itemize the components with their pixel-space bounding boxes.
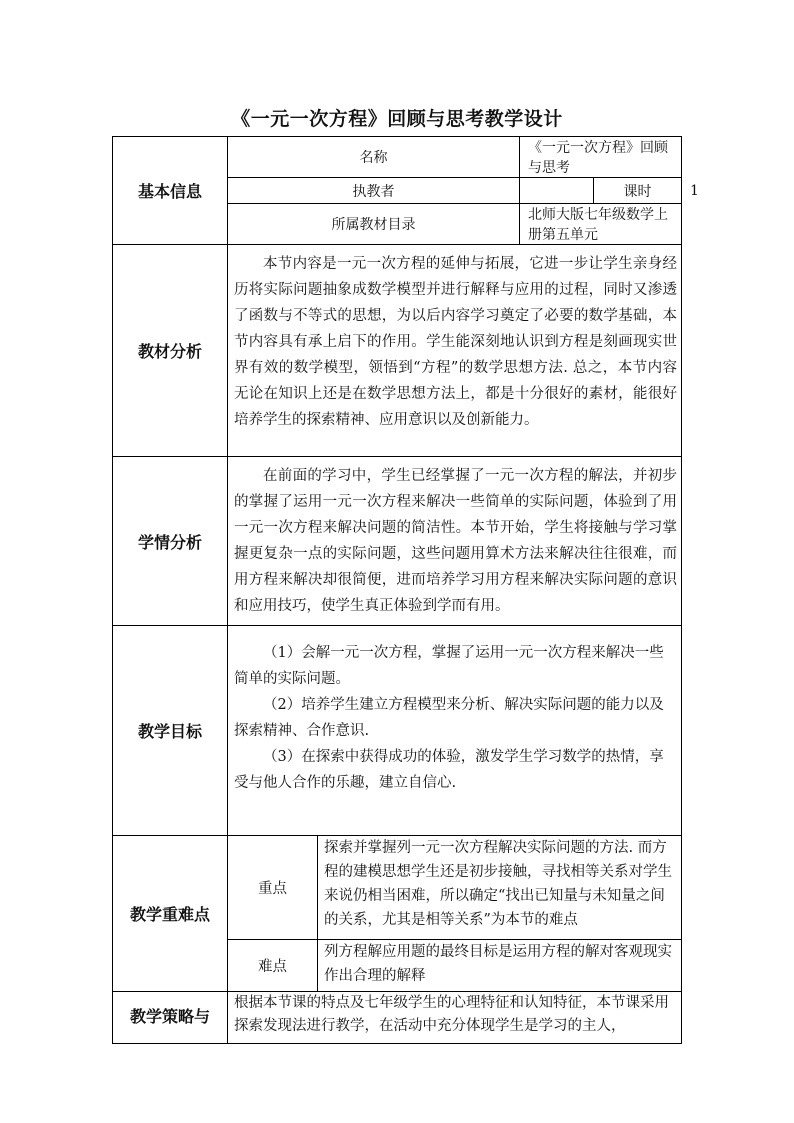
row-teacher: 执教者 课时 1 <box>113 178 682 204</box>
strategy-text: 根据本节课的特点及七年级学生的心理特征和认知特征，本节课采用探索发现法进行教学，在活动中充分体现学生是学习的主人， <box>234 995 669 1034</box>
material-analysis-heading: 教材分析 <box>113 245 228 457</box>
row-student-analysis <box>113 457 682 626</box>
material-analysis-text: 本节内容是一元一次方程的延伸与拓展，它进一步让学生亲身经历将实际问题抽象成数学模型并进行解释与应用的过程，同时又渗透了函数与不等式的思想，为以后内容学习奠定了必要的数学基础，本节内容具有承上启下的作用。学生能深刻地认识到方程是刻画现实世界有效的数学模型，领悟到“方程”的数学思想方法. 总之，本节内容无论在知识上还是在数学思想方法上，都是十分很好的素材，能很好培养学生的探索精神、应用意识以及创新能力。 <box>234 256 677 428</box>
textbook-value: 北师大版七年级数学上册第五单元 <box>520 204 682 245</box>
difficulty-text: 列方程解应用题的最终目标是运用方程的解对客观现实作出合理的解释 <box>318 940 682 992</box>
difficulty-label: 难点 <box>228 940 318 992</box>
row-teaching-goals <box>113 626 682 836</box>
row-material-analysis <box>113 245 682 457</box>
student-analysis-text: 在前面的学习中，学生已经掌握了一元一次方程的解法，并初步的掌握了运用一元一次方程来解决一些简单的实际问题，体验到了用一元一次方程来解决问题的简洁性。本节开始，学生将接触与学习掌握更复杂一点的实际问题，这些问题用算术方法来解决往往很难，而用方程来解决却很简便，进而培养学习用方程来解决实际问题的意识和应用技巧，使学生真正体验到学而有用。 <box>234 468 677 614</box>
name-label: 名称 <box>228 137 520 178</box>
period-label: 课时 <box>594 178 682 204</box>
goal-item: （3）在探索中获得成功的体验，激发学生学习数学的热情，享受与他人合作的乐趣，建立自信心. <box>234 749 664 791</box>
name-value: 《一元一次方程》回顾与思考 <box>520 137 682 178</box>
teacher-value <box>520 178 594 204</box>
focus-label: 重点 <box>228 836 318 940</box>
goal-item: （1）会解一元一次方程，掌握了运用一元一次方程来解决一些简单的实际问题。 <box>234 645 664 687</box>
goal-item: （2）培养学生建立方程模型来分析、解决实际问题的能力以及探索精神、合作意识. <box>234 697 664 739</box>
student-analysis-heading: 学情分析 <box>113 457 228 626</box>
basic-info-heading: 基本信息 <box>113 137 228 245</box>
textbook-label: 所属教材目录 <box>228 204 520 245</box>
key-points-heading: 教学重难点 <box>113 836 228 992</box>
row-name <box>113 137 682 178</box>
row-strategy <box>113 992 682 1044</box>
document-title: 《一元一次方程》回顾与思考教学设计 <box>231 108 563 130</box>
strategy-heading: 教学策略与 <box>113 992 228 1044</box>
teacher-label: 执教者 <box>228 178 520 204</box>
focus-text: 探索并掌握列一元一次方程解决实际问题的方法. 而方程的建模思想学生还是初步接触，寻找相等关系对学生来说仍相当困难，所以确定“找出已知量与未知量之间的关系，尤其是相等关系”为本节的难点 <box>318 836 682 940</box>
teaching-goals-heading: 教学目标 <box>113 626 228 836</box>
row-focus <box>113 836 682 940</box>
lesson-plan-table <box>112 136 699 1044</box>
